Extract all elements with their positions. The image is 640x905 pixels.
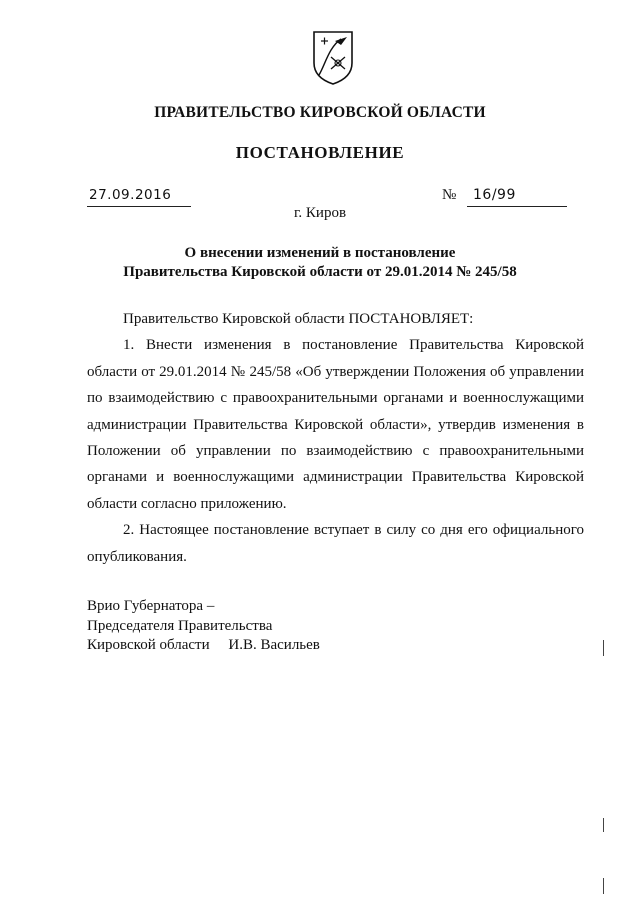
document-type-title: ПОСТАНОВЛЕНИЕ [235, 143, 405, 162]
date-field [87, 187, 191, 207]
signature-org: Кировской области [87, 637, 210, 653]
coat-of-arms-icon [311, 29, 355, 86]
city: г. Киров [293, 205, 347, 221]
signature-position-3 [87, 636, 320, 656]
document-body [87, 306, 584, 570]
signature-block [87, 597, 320, 656]
signature-name: И.В. Васильев [228, 637, 320, 653]
document-subject [80, 244, 560, 282]
scan-artifact-line [603, 878, 604, 894]
scan-artifact-line [603, 818, 604, 832]
date-value: 27.09.2016 [89, 187, 172, 203]
body-intro: Правительство Кировской области ПОСТАНОВЛЯЕТ: [123, 311, 474, 327]
signature-position-2: Председателя Правительства [87, 617, 273, 634]
number-label: № [442, 187, 457, 203]
subject-line-2: Правительства Кировской области от 29.01.2014 № 245/58 [123, 264, 517, 280]
scan-artifact-line [603, 640, 604, 656]
signature-position-1: Врио Губернатора – [87, 598, 215, 614]
body-item-2: 2. Настоящее постановление вступает в силу со дня его официального опубликования. [87, 522, 584, 565]
government-title: ПРАВИТЕЛЬСТВО КИРОВСКОЙ ОБЛАСТИ [154, 104, 486, 121]
body-item-1: 1. Внести изменения в постановление Правительства Кировской области от 29.01.2014 № 245/58 «Об утверждении Положения об управлении по взаимодействию с правоохранительными органами и военнослужащими администрации Правительства Кировской области», утвердив изменения в Положении об управлении по взаимодействию с правоохранительными органами и военнослужащими администрации Правительства Кировской области согласно приложению. [87, 337, 584, 512]
number-value: 16/99 [473, 187, 516, 203]
number-field [467, 187, 567, 207]
subject-line-1: О внесении изменений в постановление [184, 245, 456, 261]
